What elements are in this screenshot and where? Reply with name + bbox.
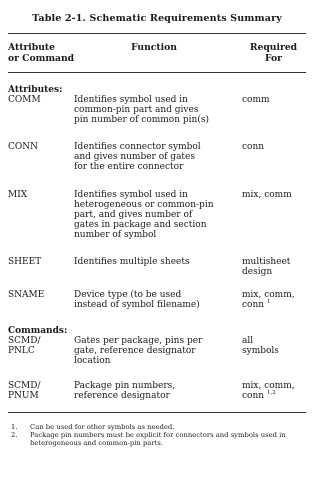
- row-name-scmd-pnlc: SCMD/ PNLC: [8, 336, 41, 356]
- section-label-attributes: Attributes:: [8, 85, 63, 95]
- row-function-sheet: Identifies multiple sheets: [74, 257, 190, 267]
- section-label-commands: Commands:: [8, 326, 68, 336]
- row-name-sname: SNAME: [8, 290, 45, 300]
- row-function-scmd-pnlc: Gates per package, pins per gate, reference designator location: [74, 336, 203, 366]
- row-function-sname: Device type (to be used instead of symbol filename): [74, 290, 200, 310]
- header-required-for-text: Required For: [249, 42, 298, 64]
- top-rule: [8, 33, 306, 34]
- footnote-2-number: 2.: [11, 431, 18, 439]
- row-required-scmd-pnlc: all symbols: [242, 336, 279, 356]
- header-function: Function: [131, 42, 177, 53]
- row-function-conn: Identifies connector symbol and gives number of gates for the entire connector: [74, 142, 201, 172]
- row-required-sname-text: mix, comm, conn: [242, 290, 295, 310]
- row-required-scmd-pnum-text: mix, comm, conn: [242, 381, 295, 401]
- footnote-1-text: Can be used for other symbols as needed.: [30, 423, 175, 431]
- header-attribute-text: Attribute or Command: [8, 42, 75, 64]
- row-function-scmd-pnum: Package pin numbers, reference designator: [74, 381, 176, 401]
- row-required-sheet: multisheet design: [242, 257, 291, 277]
- row-name-sheet: SHEET: [8, 257, 42, 267]
- row-name-scmd-pnum: SCMD/ PNUM: [8, 381, 41, 401]
- row-required-scmd-pnum: [242, 381, 308, 401]
- header-rule: [8, 72, 306, 73]
- footnote-2-text: Package pin numbers must be explicit for connectors and symbols used in heterogeneous and common-pin parts.: [30, 431, 286, 447]
- bottom-rule: [8, 412, 306, 413]
- row-required-mix: mix, comm: [242, 190, 292, 200]
- row-function-mix: Identifies symbol used in heterogeneous or common-pin part, and gives number of gates in package and section number of symbol: [74, 190, 214, 240]
- footnote-2: [8, 431, 306, 449]
- table-title: Table 2-1. Schematic Requirements Summary: [32, 13, 282, 24]
- header-attribute: [8, 43, 74, 64]
- row-name-mix: MIX: [8, 190, 28, 200]
- footnote-ref-1: 1: [266, 299, 271, 305]
- row-required-comm: comm: [242, 95, 270, 105]
- row-required-conn: conn: [242, 142, 265, 152]
- row-name-conn: CONN: [8, 142, 39, 152]
- row-required-sname: [242, 290, 308, 310]
- header-required-for: [241, 43, 306, 64]
- footnote-ref-1-2: 1,2: [266, 390, 276, 396]
- row-function-comm: Identifies symbol used in common-pin part and gives pin number of common pin(s): [74, 95, 209, 125]
- row-name-comm: COMM: [8, 95, 41, 105]
- document-page: [8, 0, 306, 486]
- footnote-1-number: 1.: [11, 423, 18, 431]
